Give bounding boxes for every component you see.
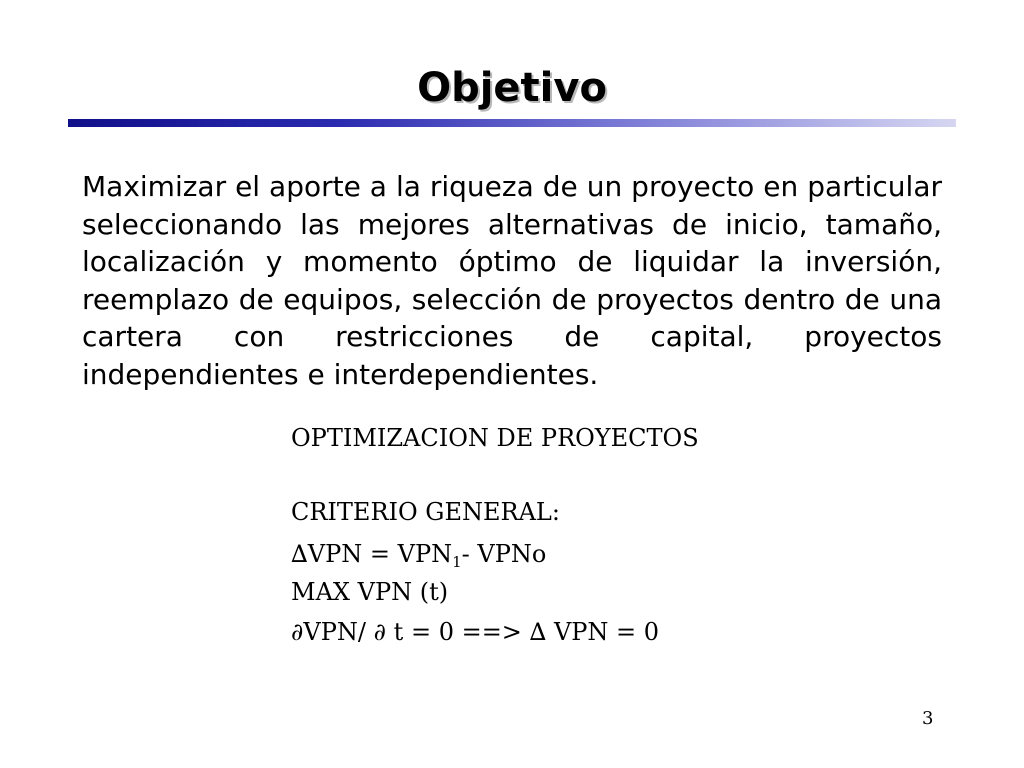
delta-vpn-formula xyxy=(291,540,546,571)
partial-symbol: ∂ xyxy=(373,618,387,646)
slide-title: Objetivo xyxy=(417,65,607,111)
derivative-formula xyxy=(291,618,659,646)
formula1-subscript: 1 xyxy=(452,553,462,571)
delta-symbol: ∆ xyxy=(529,618,547,646)
objective-paragraph: Maximizar el aporte a la riqueza de un proyecto en particular seleccionando las mejores alternativas de inicio, tamaño, localización y momento óptimo de liquidar la inversión, reemplazo de equipos, selección de proyectos dentro de una cartera con restricciones de capital, proyectos independientes e interdependientes. xyxy=(82,170,942,391)
formula3-part-c: VPN = 0 xyxy=(546,618,660,646)
formula1-rhs: - VPNo xyxy=(461,540,547,568)
delta-symbol: ∆ xyxy=(291,540,308,568)
title-divider xyxy=(68,119,956,127)
criterion-label: CRITERIO GENERAL: xyxy=(291,498,560,526)
formula3-part-b: t = 0 ==> xyxy=(386,618,530,646)
formula3-part-a: VPN/ xyxy=(303,618,374,646)
formula1-lhs: VPN = VPN xyxy=(307,540,453,568)
partial-symbol: ∂ xyxy=(291,618,304,646)
max-vpn-formula: MAX VPN (t) xyxy=(291,578,449,606)
page-number: 3 xyxy=(922,708,934,729)
optimization-heading: OPTIMIZACION DE PROYECTOS xyxy=(291,424,699,452)
